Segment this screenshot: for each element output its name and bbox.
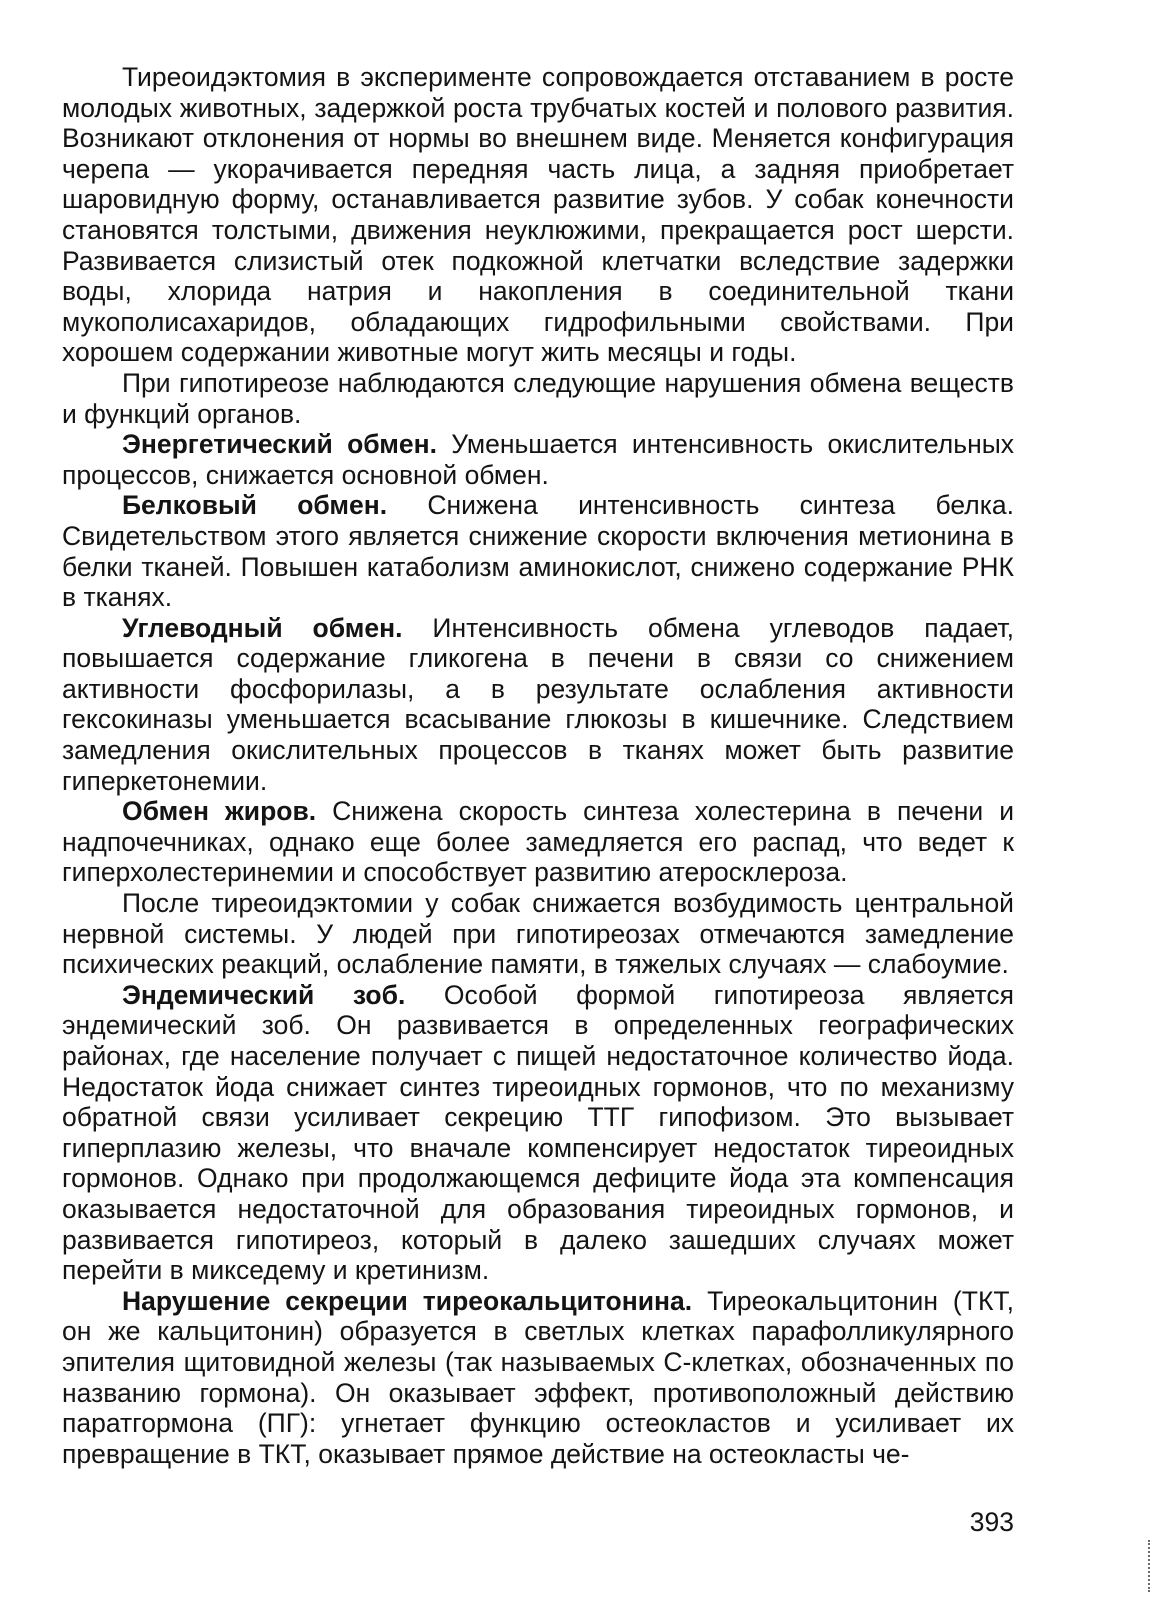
paragraph-text: Особой формой гипотиреоза является эндемический зоб. Он развивается в определенных географических районах, где население получает с пищей недостаточное количество йода. Недостаток йода снижает синтез тиреоидных гормонов, что по механизму обратной связи усиливает секрецию ТТГ гипофизом. Это вызывает гиперплазию железы, что вначале компенсирует недостаток тиреоидных гормонов. Однако при продолжающемся дефиците йода эта компенсация оказывается недостаточной для образования тиреоидных гормонов, и развивается гипотиреоз, который в далеко зашедших случаях может перейти в микседему и кретинизм. xyxy=(62,979,1014,1286)
paragraph-text: Тиреокальцитонин (ТКТ, он же кальцитонин) образуется в светлых клетках парафолликулярного эпителия щитовидной железы (так называемых С-клетках, обозначенных по названию гормона). Он оказывает эффект, противоположный действию паратгормона (ПГ): угнетает функцию остеокластов и усиливает их превращение в ТКТ, оказывает прямое действие на остеокласты че- xyxy=(62,1285,1014,1469)
paragraph-text: После тиреоидэктомии у собак снижается возбудимость центральной нервной системы. У людей при гипотиреозах отмечаются замедление психических реакций, ослабление памяти, в тяжелых случаях — слабоумие. xyxy=(62,888,1014,980)
paragraph-heading: Эндемический зоб. xyxy=(122,979,406,1010)
paragraph-heading: Энергетический обмен. xyxy=(122,429,438,460)
paragraph-endemic-goiter xyxy=(62,980,1014,1286)
paragraph-energy-metabolism xyxy=(62,429,1014,490)
scan-edge-marks xyxy=(1148,1540,1154,1592)
paragraph-heading: Нарушение секреции тиреокальцитонина. xyxy=(122,1285,693,1316)
paragraph-heading: Обмен жиров. xyxy=(122,796,317,827)
paragraph-heading: Белковый обмен. xyxy=(122,490,388,521)
paragraph-heading: Углеводный обмен. xyxy=(122,612,403,643)
paragraph-2 xyxy=(62,368,1014,429)
paragraph-calcitonin xyxy=(62,1286,1014,1470)
paragraph-text: Интенсивность обмена углеводов падает, повышается содержание гликогена в печени в связи со снижением активности фосфорилазы, а в результате ослабления активности гексокиназы уменьшается всасывание глюкозы в кишечнике. Следствием замедления окислительных процессов в тканях может быть развитие гиперкетонемии. xyxy=(62,612,1014,796)
paragraph-protein-metabolism xyxy=(62,490,1014,612)
paragraph-1 xyxy=(62,62,1014,368)
paragraph-fat-metabolism xyxy=(62,796,1014,888)
paragraph-text: Снижена скорость синтеза холестерина в печени и надпочечниках, однако еще более замедляется его распад, что ведет к гиперхолестеринемии и способствует развитию атеросклероза. xyxy=(62,796,1014,888)
paragraph-text: Уменьшается интенсивность окислительных процессов, снижается основной обмен. xyxy=(62,429,1014,490)
paragraph-nervous-system xyxy=(62,888,1014,980)
paragraph-text: Снижена интенсивность синтеза белка. Свидетельством этого является снижение скорости включения метионина в белки тканей. Повышен катаболизм аминокислот, снижено содержание РНК в тканях. xyxy=(62,490,1014,613)
page-body xyxy=(62,62,1014,1469)
paragraph-text: Тиреоидэктомия в эксперименте сопровождается отставанием в росте молодых животных, задержкой роста трубчатых костей и полового развития. Возникают отклонения от нормы во внешнем виде. Меняется конфигурация черепа — укорачивается передняя часть лица, а задняя приобретает шаровидную форму, останавливается развитие зубов. У собак конечности становятся толстыми, движения неуклюжими, прекращается рост шерсти. Развивается слизистый отек подкожной клетчатки вследствие задержки воды, хлорида натрия и накопления в соединительной ткани мукополисахаридов, обладающих гидрофильными свойствами. При хорошем содержании животные могут жить месяцы и годы. xyxy=(62,62,1014,368)
paragraph-carbohydrate-metabolism xyxy=(62,613,1014,797)
paragraph-text: При гипотиреозе наблюдаются следующие нарушения обмена веществ и функций органов. xyxy=(62,367,1014,429)
page-number: 393 xyxy=(969,1507,1014,1537)
